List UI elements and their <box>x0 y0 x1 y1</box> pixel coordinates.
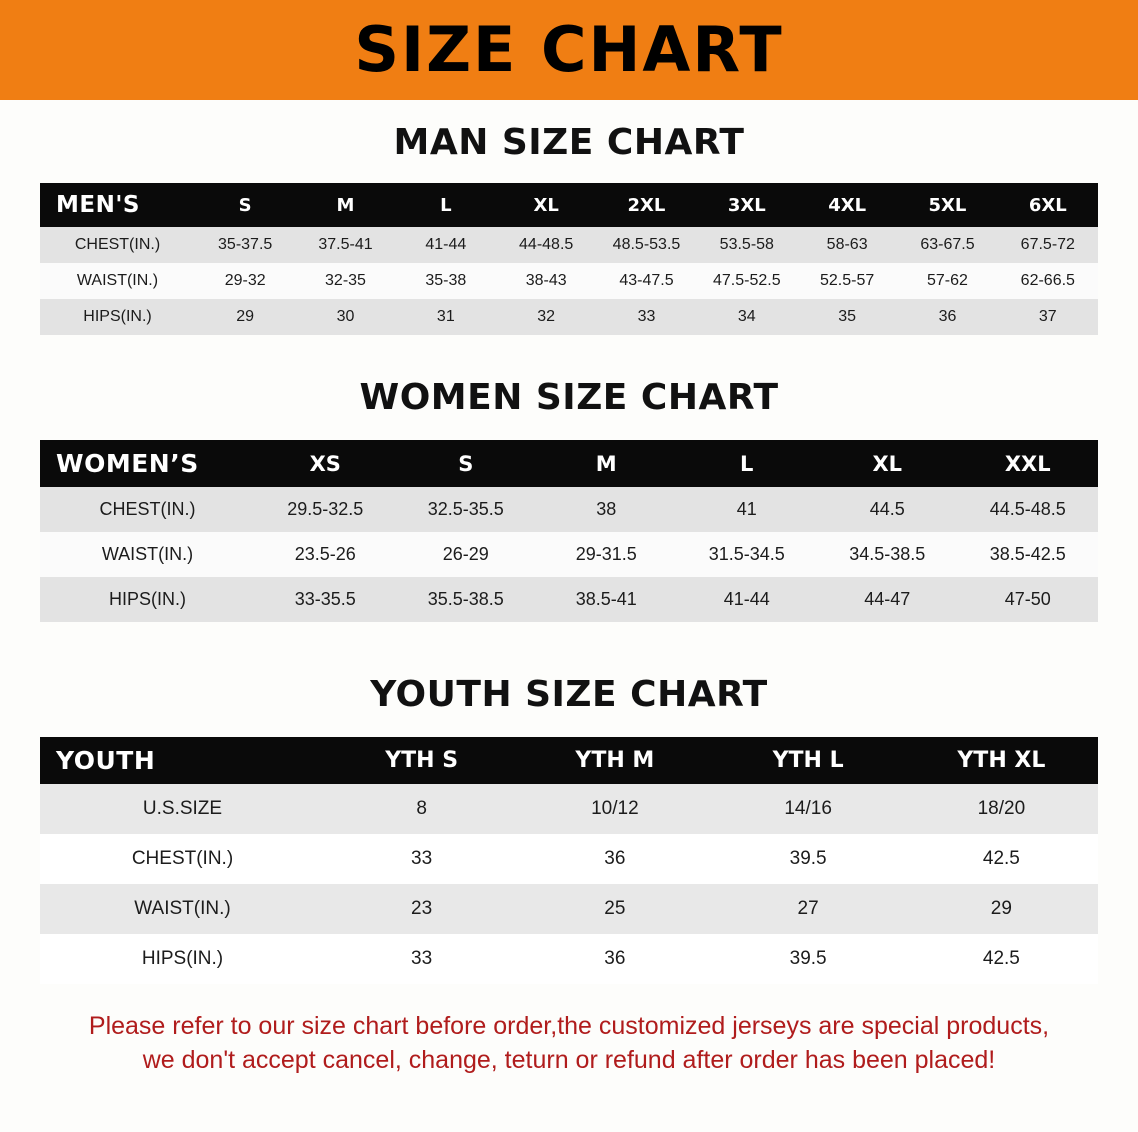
women-column-header: L <box>677 440 818 487</box>
men-cell: 62-66.5 <box>998 263 1098 299</box>
men-row-label: WAIST(IN.) <box>40 263 195 299</box>
youth-cell: 8 <box>325 784 518 834</box>
youth-cell: 23 <box>325 884 518 934</box>
youth-corner-header: YOUTH <box>40 737 325 784</box>
youth-cell: 33 <box>325 834 518 884</box>
men-cell: 34 <box>697 299 797 335</box>
men-corner-header: MEN'S <box>40 183 195 227</box>
men-cell: 47.5-52.5 <box>697 263 797 299</box>
men-row-label: CHEST(IN.) <box>40 227 195 263</box>
women-cell: 41 <box>677 487 818 532</box>
youth-cell: 29 <box>905 884 1098 934</box>
men-cell: 52.5-57 <box>797 263 897 299</box>
youth-row-label: CHEST(IN.) <box>40 834 325 884</box>
youth-column-header: YTH M <box>518 737 711 784</box>
women-column-header: XL <box>817 440 958 487</box>
table-row <box>40 884 1098 934</box>
page-title: SIZE CHART <box>354 13 784 86</box>
man-section-title: MAN SIZE CHART <box>393 122 745 163</box>
women-column-header: XS <box>255 440 396 487</box>
men-cell: 35-37.5 <box>195 227 295 263</box>
women-cell: 47-50 <box>958 577 1099 622</box>
man-size-table <box>40 183 1098 335</box>
women-cell: 29-31.5 <box>536 532 677 577</box>
men-column-header: 5XL <box>897 183 997 227</box>
men-cell: 36 <box>897 299 997 335</box>
youth-cell: 39.5 <box>712 834 905 884</box>
table-row <box>40 577 1098 622</box>
youth-table-wrap <box>40 737 1098 984</box>
man-table-head <box>40 183 1098 227</box>
women-section-title: WOMEN SIZE CHART <box>359 377 779 418</box>
men-cell: 33 <box>596 299 696 335</box>
men-column-header: 6XL <box>998 183 1098 227</box>
men-column-header: 3XL <box>697 183 797 227</box>
youth-row-label: HIPS(IN.) <box>40 934 325 984</box>
youth-cell: 42.5 <box>905 934 1098 984</box>
women-table-wrap <box>40 440 1098 622</box>
men-cell: 37 <box>998 299 1098 335</box>
men-cell: 43-47.5 <box>596 263 696 299</box>
women-column-header: XXL <box>958 440 1099 487</box>
youth-column-header: YTH L <box>712 737 905 784</box>
youth-size-table <box>40 737 1098 984</box>
youth-column-header: YTH XL <box>905 737 1098 784</box>
table-row <box>40 532 1098 577</box>
men-cell: 32 <box>496 299 596 335</box>
women-cell: 44-47 <box>817 577 958 622</box>
women-column-header: M <box>536 440 677 487</box>
header-banner <box>0 0 1138 100</box>
youth-cell: 10/12 <box>518 784 711 834</box>
men-cell: 35-38 <box>396 263 496 299</box>
table-row <box>40 299 1098 335</box>
women-cell: 33-35.5 <box>255 577 396 622</box>
order-policy-note <box>34 1010 1104 1078</box>
youth-section-title: YOUTH SIZE CHART <box>370 674 768 715</box>
table-row <box>40 834 1098 884</box>
men-cell: 37.5-41 <box>295 227 395 263</box>
women-corner-header: WOMEN’S <box>40 440 255 487</box>
table-header-row <box>40 440 1098 487</box>
note-line-2: we don't accept cancel, change, teturn or refund after order has been placed! <box>142 1045 996 1074</box>
youth-cell: 27 <box>712 884 905 934</box>
women-cell: 38.5-42.5 <box>958 532 1099 577</box>
men-column-header: 4XL <box>797 183 897 227</box>
women-cell: 31.5-34.5 <box>677 532 818 577</box>
youth-cell: 36 <box>518 834 711 884</box>
women-cell: 23.5-26 <box>255 532 396 577</box>
men-cell: 63-67.5 <box>897 227 997 263</box>
men-cell: 44-48.5 <box>496 227 596 263</box>
table-header-row <box>40 737 1098 784</box>
men-column-header: M <box>295 183 395 227</box>
women-column-header: S <box>396 440 537 487</box>
table-row <box>40 784 1098 834</box>
women-size-table <box>40 440 1098 622</box>
youth-table-body <box>40 784 1098 984</box>
youth-row-label: U.S.SIZE <box>40 784 325 834</box>
men-column-header: L <box>396 183 496 227</box>
women-cell: 38.5-41 <box>536 577 677 622</box>
table-header-row <box>40 183 1098 227</box>
youth-cell: 39.5 <box>712 934 905 984</box>
women-cell: 26-29 <box>396 532 537 577</box>
men-cell: 58-63 <box>797 227 897 263</box>
men-cell: 29-32 <box>195 263 295 299</box>
women-cell: 44.5 <box>817 487 958 532</box>
women-cell: 32.5-35.5 <box>396 487 537 532</box>
youth-cell: 18/20 <box>905 784 1098 834</box>
note-line-1: Please refer to our size chart before order,the customized jerseys are special products, <box>88 1012 1050 1040</box>
man-table-body <box>40 227 1098 335</box>
men-cell: 30 <box>295 299 395 335</box>
men-cell: 38-43 <box>496 263 596 299</box>
table-row <box>40 487 1098 532</box>
youth-cell: 36 <box>518 934 711 984</box>
men-column-header: 2XL <box>596 183 696 227</box>
youth-cell: 42.5 <box>905 834 1098 884</box>
women-table-body <box>40 487 1098 622</box>
men-cell: 29 <box>195 299 295 335</box>
youth-cell: 25 <box>518 884 711 934</box>
youth-cell: 14/16 <box>712 784 905 834</box>
women-row-label: HIPS(IN.) <box>40 577 255 622</box>
men-column-header: S <box>195 183 295 227</box>
youth-table-head <box>40 737 1098 784</box>
men-cell: 35 <box>797 299 897 335</box>
women-cell: 34.5-38.5 <box>817 532 958 577</box>
men-cell: 53.5-58 <box>697 227 797 263</box>
women-cell: 38 <box>536 487 677 532</box>
women-table-head <box>40 440 1098 487</box>
men-cell: 31 <box>396 299 496 335</box>
table-row <box>40 934 1098 984</box>
women-row-label: WAIST(IN.) <box>40 532 255 577</box>
women-cell: 41-44 <box>677 577 818 622</box>
women-row-label: CHEST(IN.) <box>40 487 255 532</box>
men-cell: 57-62 <box>897 263 997 299</box>
men-cell: 48.5-53.5 <box>596 227 696 263</box>
men-row-label: HIPS(IN.) <box>40 299 195 335</box>
women-cell: 29.5-32.5 <box>255 487 396 532</box>
women-cell: 44.5-48.5 <box>958 487 1099 532</box>
table-row <box>40 263 1098 299</box>
men-cell: 67.5-72 <box>998 227 1098 263</box>
men-cell: 32-35 <box>295 263 395 299</box>
youth-column-header: YTH S <box>325 737 518 784</box>
men-column-header: XL <box>496 183 596 227</box>
youth-cell: 33 <box>325 934 518 984</box>
youth-row-label: WAIST(IN.) <box>40 884 325 934</box>
man-table-wrap <box>40 183 1098 335</box>
table-row <box>40 227 1098 263</box>
men-cell: 41-44 <box>396 227 496 263</box>
women-cell: 35.5-38.5 <box>396 577 537 622</box>
